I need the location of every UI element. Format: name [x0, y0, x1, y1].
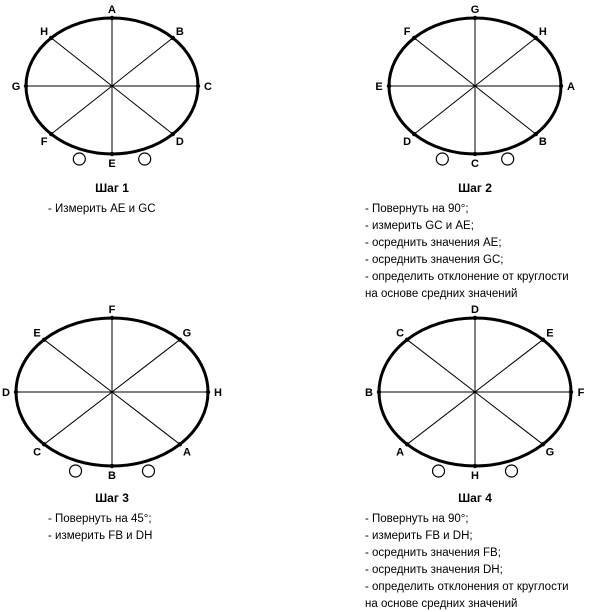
- step3-label-bottom_right: A: [182, 446, 191, 459]
- step2-point-top: [473, 16, 477, 20]
- step4-label-top: D: [471, 304, 479, 316]
- step2-point-top_left: [412, 36, 416, 40]
- step3-label-bottom_left: C: [33, 446, 42, 459]
- step2-point-bottom_left: [412, 132, 416, 136]
- step2-note: - определить отклонение от круглости: [365, 271, 569, 283]
- step3-point-top_right: [178, 337, 182, 341]
- step2-note: на основе средних значений: [365, 288, 518, 300]
- step4-point-bottom_right: [541, 442, 545, 446]
- step3-label-left: D: [2, 387, 10, 399]
- step1-point-bottom_right: [171, 132, 175, 136]
- step1-point-right: [196, 84, 200, 88]
- step4-note: на основе средних значений: [365, 598, 518, 610]
- step1-label-right: C: [204, 81, 212, 93]
- step2-label-right: A: [567, 81, 575, 93]
- step4-roller-left: [433, 465, 445, 477]
- step2-label-top: G: [470, 4, 480, 16]
- step1-point-top_right: [171, 36, 175, 40]
- step3-label-top_left: E: [33, 327, 41, 340]
- step3-point-right: [206, 390, 210, 394]
- step1-label-left: G: [11, 81, 21, 93]
- step4-note: - осреднить значения FB;: [365, 547, 501, 559]
- step2-point-bottom: [473, 152, 477, 156]
- step4-point-top_left: [405, 337, 409, 341]
- step3-note: - измерить FB и DH: [48, 530, 153, 542]
- step3-point-bottom_left: [42, 442, 46, 446]
- step1-title: Шаг 1: [95, 181, 129, 195]
- step3-label-top_right: G: [182, 327, 192, 340]
- step3-point-bottom_right: [178, 442, 182, 446]
- step4-label-bottom_left: A: [396, 446, 405, 459]
- step4-point-right: [569, 390, 573, 394]
- step4-point-left: [377, 390, 381, 394]
- step3-roller-right: [142, 465, 154, 477]
- step1-point-bottom_left: [49, 132, 53, 136]
- step1-roller-right: [139, 153, 151, 165]
- step4-label-bottom: H: [471, 470, 479, 482]
- step4-label-right: F: [577, 387, 585, 399]
- step2-note: - Повернуть на 90°;: [365, 203, 469, 215]
- step2-label-bottom_left: D: [403, 136, 412, 149]
- step3-point-left: [14, 390, 18, 394]
- step3-label-bottom: B: [108, 470, 116, 482]
- step4-point-top_right: [541, 337, 545, 341]
- step4-note: - определить отклонения от круглости: [365, 581, 569, 593]
- step1-point-left: [24, 84, 28, 88]
- step1-label-top: A: [108, 4, 116, 16]
- step4-note: - Повернуть на 90°;: [365, 513, 469, 525]
- step1-label-top_left: H: [40, 25, 49, 38]
- step2-note: - измерить GC и AE;: [365, 220, 474, 232]
- step1-note: - Измерить AE и GC: [48, 203, 156, 215]
- step4-point-bottom_left: [405, 442, 409, 446]
- step1-label-top_right: B: [175, 25, 184, 38]
- step2-label-top_right: H: [538, 25, 547, 38]
- step1-roller-left: [73, 153, 85, 165]
- step1-point-top_left: [49, 36, 53, 40]
- step2-roller-left: [436, 153, 448, 165]
- step3-roller-left: [70, 465, 82, 477]
- step1-point-bottom: [110, 152, 114, 156]
- step3-point-top: [110, 316, 114, 320]
- step4-label-top_right: E: [546, 327, 554, 340]
- step2-label-left: E: [375, 81, 383, 93]
- step2-label-bottom: C: [471, 158, 479, 170]
- step2-point-right: [559, 84, 563, 88]
- step2-label-bottom_right: B: [538, 136, 547, 149]
- step4-label-left: B: [365, 387, 373, 399]
- step4-note: - измерить FB и DH;: [365, 530, 473, 542]
- step2-point-bottom_right: [534, 132, 538, 136]
- step3-point-top_left: [42, 337, 46, 341]
- step3-note: - Повернуть на 45°;: [48, 513, 152, 525]
- step2-point-top_right: [534, 36, 538, 40]
- step1-point-top: [110, 16, 114, 20]
- step4-title: Шаг 4: [458, 491, 492, 505]
- step2-roller-right: [502, 153, 514, 165]
- step2-point-left: [387, 84, 391, 88]
- step3-label-top: F: [108, 304, 116, 316]
- step4-point-bottom: [473, 464, 477, 468]
- step1-label-bottom_right: D: [175, 136, 184, 149]
- step1-label-bottom_left: F: [40, 136, 48, 149]
- step2-label-top_left: F: [403, 25, 411, 38]
- step4-note: - осреднить значения DH;: [365, 564, 503, 576]
- step3-label-right: H: [214, 387, 222, 399]
- step2-note: - осреднить значения GC;: [365, 254, 504, 266]
- step4-roller-right: [505, 465, 517, 477]
- step2-note: - осреднить значения AE;: [365, 237, 502, 249]
- step3-point-bottom: [110, 464, 114, 468]
- step2-title: Шаг 2: [458, 181, 492, 195]
- step4-point-top: [473, 316, 477, 320]
- step4-label-top_left: C: [396, 327, 405, 340]
- step3-title: Шаг 3: [95, 491, 129, 505]
- step1-label-bottom: E: [108, 158, 116, 170]
- step4-label-bottom_right: G: [545, 446, 555, 459]
